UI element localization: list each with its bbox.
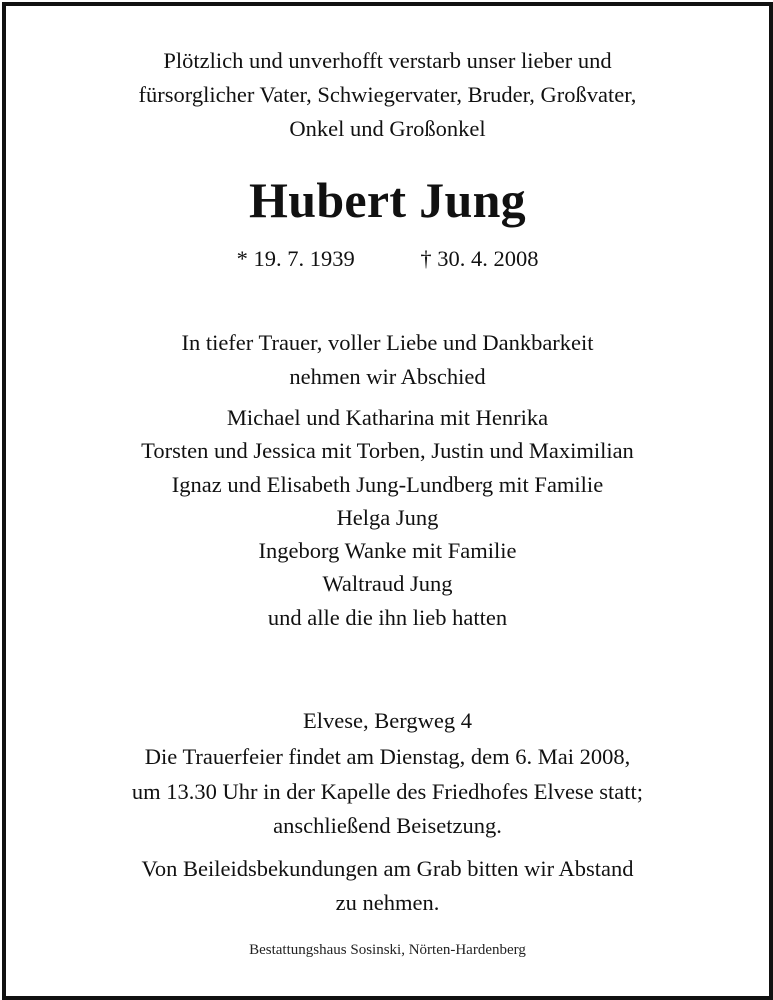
family-list <box>6 401 769 634</box>
family-member: Torsten und Jessica mit Torben, Justin und Maximilian <box>141 438 634 464</box>
condolence-line: zu nehmen. <box>335 890 440 915</box>
intro-line: Plötzlich und unverhofft verstarb unser lieber und <box>163 48 612 73</box>
condolence-line: Von Beileidsbekundungen am Grab bitten wir Abstand <box>141 856 634 881</box>
birth-date: * 19. 7. 1939 <box>236 246 355 271</box>
family-member: Michael und Katharina mit Henrika <box>226 405 549 430</box>
ceremony-line: um 13.30 Uhr in der Kapelle des Friedhofes Elvese statt; <box>131 778 644 804</box>
ceremony-line: Die Trauerfeier findet am Dienstag, dem 6. Mai 2008, <box>144 744 631 769</box>
mourning-text <box>6 326 769 394</box>
address: Elvese, Bergweg 4 <box>303 708 472 733</box>
family-member: Ignaz und Elisabeth Jung-Lundberg mit Familie <box>171 471 604 497</box>
family-member: Waltraud Jung <box>322 571 453 597</box>
intro-text <box>6 44 769 146</box>
mourning-line: nehmen wir Abschied <box>289 364 486 389</box>
family-member: Ingeborg Wanke mit Familie <box>258 538 517 564</box>
family-member: Helga Jung <box>336 504 439 530</box>
undertaker-credit: Bestattungshaus Sosinski, Nörten-Hardenberg <box>249 942 526 958</box>
life-dates <box>6 244 769 274</box>
condolence-note <box>6 852 769 920</box>
ceremony-line: anschließend Beisetzung. <box>273 813 502 838</box>
ceremony-info <box>6 740 769 844</box>
death-date: † 30. 4. 2008 <box>420 246 539 271</box>
family-member: und alle die ihn lieb hatten <box>267 604 508 630</box>
intro-line: Onkel und Großonkel <box>289 116 486 141</box>
mourning-line: In tiefer Trauer, voller Liebe und Dankbarkeit <box>181 330 594 355</box>
deceased-name: Hubert Jung <box>249 172 526 228</box>
intro-line: fürsorglicher Vater, Schwiegervater, Bruder, Großvater, <box>138 82 637 107</box>
obituary-frame <box>2 2 773 1000</box>
